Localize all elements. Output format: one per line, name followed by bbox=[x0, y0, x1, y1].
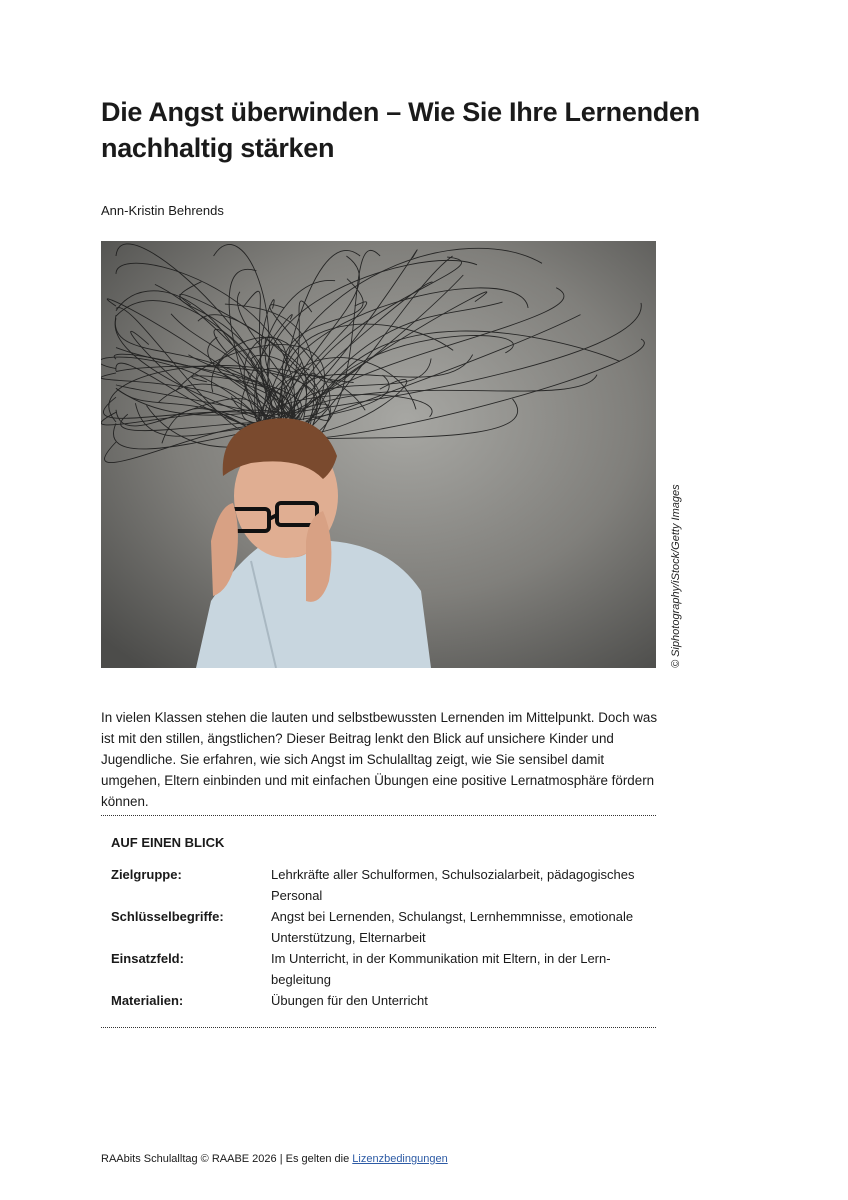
author-name: Ann-Kristin Behrends bbox=[101, 203, 224, 218]
photo-credit: © Siphotography/iStock/Getty Images bbox=[670, 484, 682, 668]
overview-value: Im Unterricht, in der Kommunikation mit Eltern, in der Lern-begleitung bbox=[271, 951, 611, 987]
page-title: Die Angst überwinden – Wie Sie Ihre Lernenden nachhaltig stärken bbox=[101, 97, 700, 163]
overview-key: Zielgruppe: bbox=[111, 867, 182, 882]
overview-title: AUF EINEN BLICK bbox=[111, 835, 225, 850]
license-link[interactable]: Lizenzbedingungen bbox=[352, 1153, 448, 1165]
overview-key: Materialien: bbox=[111, 993, 184, 1008]
overview-key: Schlüsselbegriffe: bbox=[111, 909, 224, 924]
overview-value: Lehrkräfte aller Schulformen, Schulsozialarbeit, pädagogisches Personal bbox=[271, 867, 635, 903]
footer bbox=[101, 1153, 448, 1165]
footer-text: RAAbits Schulalltag © RAABE 2026 | Es gelten die bbox=[101, 1153, 350, 1165]
overview-box bbox=[101, 815, 656, 1028]
intro-paragraph: In vielen Klassen stehen die lauten und selbstbewussten Lernenden im Mittelpunkt. Doch was ist mit den stillen, ängstlichen? Dieser Beitrag lenkt den Blick auf unsichere Kinder und Jugendliche. Sie erfahren, wie sich Angst im Schulalltag zeigt, wie Sie sensibel damit umgehen, Eltern einbinden und mit einfachen Übungen eine positive Lernatmosphäre fördern können. bbox=[101, 710, 658, 809]
overview-value: Angst bei Lernenden, Schulangst, Lernhemmnisse, emotionale Unterstützung, Elternarbeit bbox=[271, 909, 634, 945]
overview-key: Einsatzfeld: bbox=[111, 951, 184, 966]
header-photo bbox=[101, 241, 656, 668]
overview-value: Übungen für den Unterricht bbox=[271, 993, 428, 1008]
stressed-student-photo bbox=[101, 241, 656, 668]
